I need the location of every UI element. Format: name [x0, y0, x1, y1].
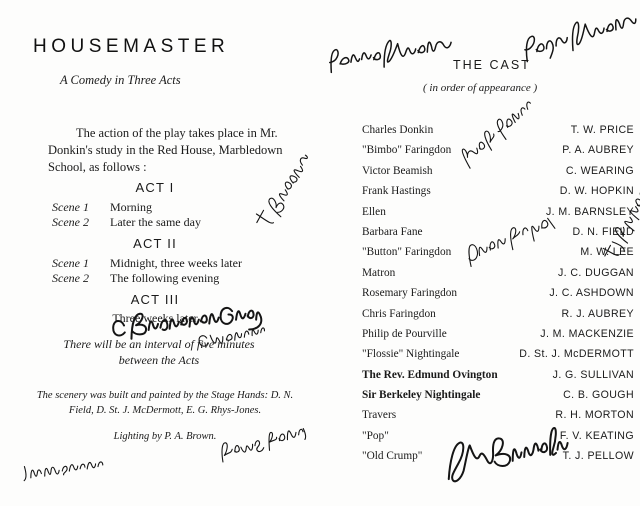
lighting-credit: Lighting by P. A. Brown. — [113, 431, 217, 442]
cast-actor: J. C. DUGGAN — [557, 266, 634, 279]
table-row — [362, 226, 634, 246]
table-row — [362, 389, 634, 409]
cast-role: Chris Faringdon — [362, 307, 436, 320]
scene-description: Midnight, three weeks later — [110, 256, 242, 270]
cast-role: "Bimbo" Faringdon — [362, 144, 452, 157]
table-row — [362, 287, 634, 307]
scene-label: Scene 1 — [52, 200, 89, 214]
scene-label: Scene 1 — [52, 256, 89, 270]
scenery-credit: The scenery was built and painted by the Stage Hands: D. N. Field, D. St. J. McDermott, E. G. Rhys-Jones. — [36, 390, 294, 416]
cast-role: Frank Hastings — [362, 185, 431, 198]
table-row — [362, 450, 634, 470]
cast-actor: D. St. J. McDERMOTT — [519, 348, 634, 361]
cast-role: The Rev. Edmund Ovington — [362, 368, 498, 381]
cast-role: Charles Donkin — [362, 124, 434, 136]
synopsis-paragraph: The action of the play takes place in Mr. Donkin's study in the Red House, Marbledown School, as follows : — [48, 126, 283, 174]
cast-role: Matron — [362, 266, 396, 279]
cast-role: Victor Beamish — [362, 164, 433, 177]
cast-actor: J. M. BARNSLEY — [545, 205, 634, 218]
act-2-scene-1 — [52, 256, 282, 271]
table-row — [362, 409, 634, 429]
cast-role: "Flossie" Nightingale — [362, 348, 460, 361]
cast-role: Ellen — [362, 205, 386, 218]
cast-actor: D. N. FIELD — [572, 225, 634, 238]
cast-actor: D. W. HOPKIN — [559, 185, 634, 198]
cast-actor: P. A. AUBREY — [562, 144, 634, 157]
cast-actor: J. M. MACKENZIE — [540, 327, 634, 340]
table-row — [362, 246, 634, 266]
table-row — [362, 165, 634, 185]
cast-role: Travers — [362, 409, 397, 422]
cast-actor: C. B. GOUGH — [563, 389, 634, 402]
cast-actor: T. W. PRICE — [570, 124, 634, 136]
act-2-heading: ACT II — [133, 236, 177, 251]
table-row — [362, 267, 634, 287]
scene-label: Scene 2 — [52, 215, 89, 229]
table-row — [362, 124, 634, 144]
table-row — [362, 308, 634, 328]
act-1-scene-1 — [52, 200, 282, 215]
cast-role: "Pop" — [362, 429, 389, 442]
cast-role: Philip de Pourville — [362, 327, 447, 340]
cast-actor: J. G. SULLIVAN — [552, 368, 634, 381]
scene-description: The following evening — [110, 271, 220, 285]
act-2-scene-2 — [52, 271, 282, 286]
table-row — [362, 328, 634, 348]
cast-order-note: ( in order of appearance ) — [423, 82, 538, 94]
cast-actor: R. H. MORTON — [555, 409, 634, 422]
act-1-heading: ACT I — [135, 180, 175, 195]
cast-actor: T. J. PELLOW — [562, 450, 634, 463]
page-title: HOUSEMASTER — [33, 36, 230, 57]
cast-role: Rosemary Faringdon — [362, 287, 458, 300]
table-row — [362, 369, 634, 389]
table-row — [362, 430, 634, 450]
table-row — [362, 144, 634, 164]
cast-heading: THE CAST — [453, 58, 531, 72]
cast-role: "Old Crump" — [362, 450, 423, 463]
page-subtitle: A Comedy in Three Acts — [60, 73, 181, 87]
act-3-subtitle: Three weeks later — [112, 311, 198, 325]
table-row — [362, 348, 634, 368]
right-panel — [338, 0, 640, 506]
act-1-scene-2 — [52, 215, 282, 230]
cast-actor: J. C. ASHDOWN — [549, 287, 634, 300]
cast-role: Sir Berkeley Nightingale — [362, 389, 481, 402]
scene-label: Scene 2 — [52, 271, 89, 285]
table-row — [362, 185, 634, 205]
scene-description: Later the same day — [110, 215, 201, 229]
cast-actor: M. W. LEE — [580, 246, 634, 259]
cast-actor: C. WEARING — [565, 164, 634, 177]
cast-list — [362, 124, 634, 471]
act-3-heading: ACT III — [130, 292, 180, 307]
scene-description: Morning — [110, 200, 152, 214]
interval-note: There will be an interval of five minutes between the Acts — [63, 337, 255, 367]
cast-actor: R. J. AUBREY — [561, 307, 634, 320]
cast-role: "Button" Faringdon — [362, 246, 452, 259]
cast-role: Barbara Fane — [362, 225, 423, 238]
cast-actor: F. V. KEATING — [559, 429, 634, 442]
table-row — [362, 206, 634, 226]
